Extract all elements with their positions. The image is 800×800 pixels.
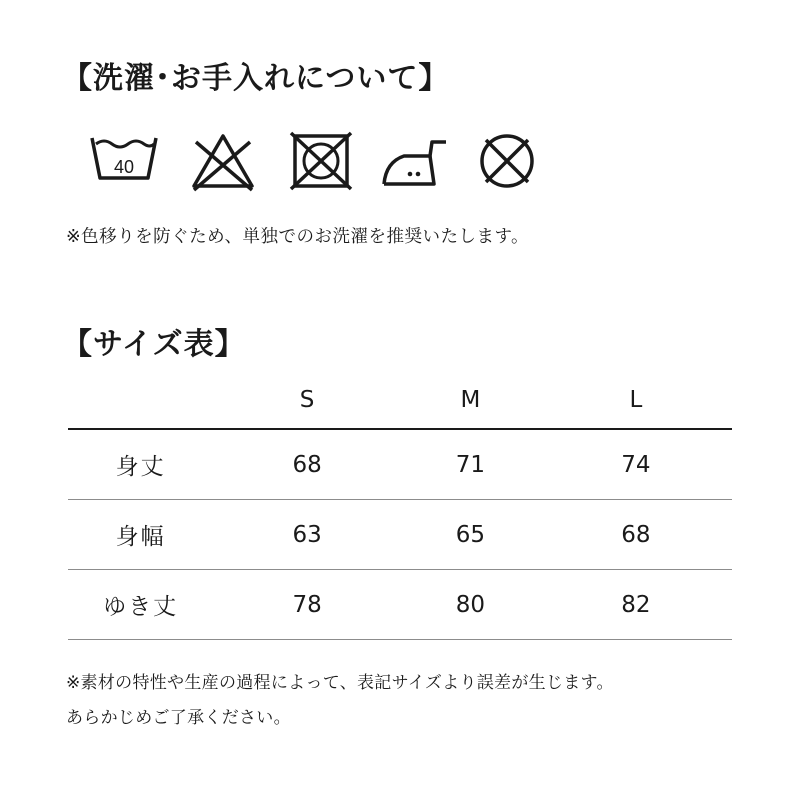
table-row — [68, 429, 732, 500]
header-empty-cell — [68, 372, 213, 429]
iron-medium-icon — [380, 130, 448, 192]
table-cell: 74 — [540, 429, 732, 500]
table-cell: 65 — [401, 500, 540, 570]
header-size-l: L — [629, 387, 643, 413]
size-footnote-line-2: あらかじめご了承ください。 — [66, 708, 291, 728]
no-bleach-icon — [190, 130, 256, 192]
size-footnote-line-1: ※素材の特性や生産の過程によって、表記サイズより誤差が生じます。 — [66, 673, 614, 693]
row-label-sleeve-length: ゆき丈 — [68, 570, 213, 640]
care-section-title: 【洗濯･お手入れについて】 — [62, 61, 450, 96]
table-cell: 82 — [540, 570, 732, 640]
table-cell: 68 — [213, 429, 401, 500]
no-tumble-dry-icon — [288, 130, 354, 192]
table-cell: 71 — [401, 429, 540, 500]
wash-40-icon — [88, 130, 160, 190]
row-label-body-length: 身丈 — [68, 429, 213, 500]
care-note: ※色移りを防ぐため、単独でのお洗濯を推奨いたします。 — [66, 227, 530, 247]
row-label-body-width: 身幅 — [68, 500, 213, 570]
table-cell: 63 — [213, 500, 401, 570]
table-row — [68, 570, 732, 640]
table-cell: 68 — [540, 500, 732, 570]
wash-temperature-label: 40 — [113, 157, 135, 177]
header-size-m: M — [460, 387, 481, 413]
header-size-s: S — [299, 387, 315, 413]
table-cell: 80 — [401, 570, 540, 640]
no-dry-clean-icon — [476, 130, 538, 192]
size-section-title: 【サイズ表】 — [62, 327, 246, 362]
size-header-row — [68, 372, 732, 429]
table-row — [68, 500, 732, 570]
size-table — [68, 372, 732, 640]
table-cell: 78 — [213, 570, 401, 640]
